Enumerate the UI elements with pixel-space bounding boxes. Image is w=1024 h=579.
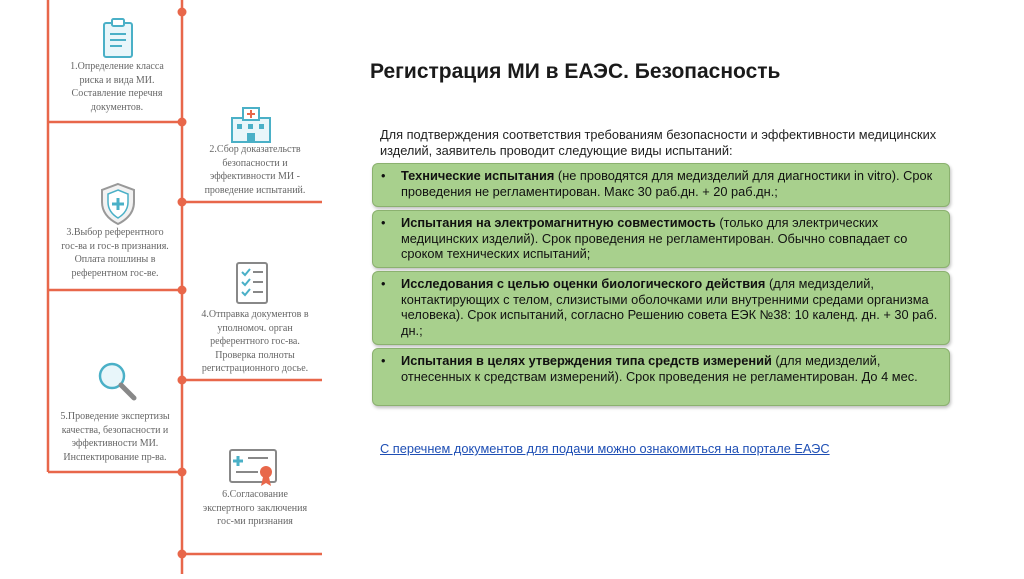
bullet: • — [381, 276, 386, 291]
certificate-icon — [228, 448, 278, 488]
checklist-icon — [234, 260, 270, 306]
timeline-step-2 — [186, 143, 324, 197]
timeline-node — [178, 8, 187, 17]
test-item-measuring — [372, 348, 950, 406]
hospital-icon — [228, 104, 274, 144]
step-3-line: референтном гос-ве. — [71, 267, 159, 279]
step-4-line: регистрационного досье. — [201, 363, 309, 374]
test-item-emc — [372, 210, 950, 268]
step-6-line: 6.Согласование — [222, 489, 288, 500]
test-item-title: Исследования с целью оценки биологического действия — [401, 276, 766, 291]
timeline-step-4 — [186, 308, 324, 376]
test-item-description: (не проводятся для медизделий для диагностики in vitro). Срок проведения не регламентирован. Макс 30 раб.дн. + 20 раб.дн.; — [401, 168, 933, 199]
test-item-description: (для медизделий, контактирующих с телом, слизистыми оболочками или внутренними средами организма человека). Срок испытаний, согласно Решению совета ЕЭК №38: 10 календ. дн. + 30 раб. дн.; — [401, 276, 938, 338]
step-3-line: 3.Выбор референтного — [66, 227, 164, 238]
timeline-node — [178, 198, 187, 207]
step-5-line: 5.Проведение экспертизы — [60, 411, 170, 422]
step-6-line: экспертного заключения — [202, 502, 308, 514]
timeline-step-3 — [48, 226, 182, 280]
timeline-node — [178, 468, 187, 477]
timeline-step-5 — [48, 410, 182, 464]
step-6-line: гос-ми признания — [217, 516, 293, 527]
test-item-description: (для медизделий, отнесенных к средствам измерений). Срок проведения не регламентирован. До 4 мес. — [401, 353, 918, 384]
test-item-title: Технические испытания — [401, 168, 555, 183]
bullet: • — [381, 215, 386, 230]
step-1-line: документов. — [90, 101, 144, 113]
timeline-node — [178, 376, 187, 385]
shield-icon — [98, 182, 138, 226]
step-4-line: референтного гос-ва. — [210, 336, 300, 347]
test-item-technical — [372, 163, 950, 207]
registration-timeline — [0, 0, 330, 574]
clipboard-icon — [100, 18, 136, 60]
step-3-line: Оплата пошлины в — [74, 254, 156, 265]
step-4-line: Проверка полноты — [215, 349, 295, 361]
timeline-step-6 — [186, 488, 324, 529]
test-item-biological — [372, 271, 950, 345]
timeline-node — [178, 286, 187, 295]
step-2-line: проведение испытаний. — [204, 184, 306, 196]
test-item-description: (только для электрических медицинских изделий). Срок проведения не регламентирован. Обычно совпадает со сроком технических испытаний; — [401, 215, 908, 261]
step-5-line: качества, безопасности и — [61, 424, 169, 436]
test-item-title: Испытания на электромагнитную совместимость — [401, 215, 716, 230]
magnifier-icon — [96, 360, 138, 402]
bullet: • — [381, 168, 386, 183]
step-1-line: 1.Определение класса — [70, 61, 164, 72]
step-5-line: Инспектирование пр-ва. — [63, 451, 167, 463]
step-3-line: гос-ва и гос-в признания. — [61, 240, 169, 252]
intro-text: Для подтверждения соответствия требованиям безопасности и эффективности медицинских изделий, заявитель проводит следующие виды испытаний: — [380, 127, 937, 158]
step-1-line: риска и вида МИ. — [79, 74, 155, 86]
slide-title: Регистрация МИ в ЕАЭС. Безопасность — [370, 60, 781, 83]
test-item-title: Испытания в целях утверждения типа средств измерений — [401, 353, 772, 368]
step-4-line: 4.Отправка документов в — [201, 309, 309, 320]
step-2-line: 2.Сбор доказательств — [209, 144, 301, 155]
step-5-line: эффективности МИ. — [71, 438, 159, 449]
timeline-step-1 — [52, 60, 182, 114]
step-2-line: безопасности и — [222, 157, 288, 169]
step-2-line: эффективности МИ - — [210, 171, 300, 182]
step-4-line: уполномоч. орган — [217, 322, 293, 334]
timeline-node — [178, 118, 187, 127]
timeline-node — [178, 550, 187, 559]
eaeu-portal-link[interactable]: С перечнем документов для подачи можно ознакомиться на портале ЕАЭС — [380, 441, 830, 456]
step-1-line: Составление перечня — [71, 88, 163, 99]
bullet: • — [381, 353, 386, 368]
